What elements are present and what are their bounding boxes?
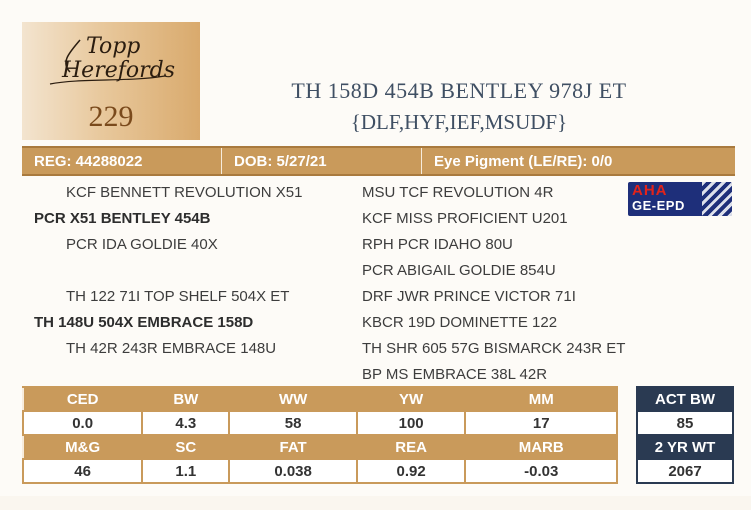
epd-header-mg: M&G [23, 435, 142, 459]
pedigree-dss: DRF JWR PRINCE VICTOR 71I [362, 288, 576, 305]
pedigree-dsd: KBCR 19D DOMINETTE 122 [362, 314, 558, 331]
yr2-wt-label: 2 YR WT [637, 435, 733, 459]
epd-value-rea: 0.92 [357, 459, 466, 483]
epd-value-mg: 46 [23, 459, 142, 483]
epd-value-ww: 58 [229, 411, 357, 435]
animal-name: TH 158D 454B BENTLEY 978J ET [291, 78, 627, 103]
pedigree-dam-dam: TH 42R 243R EMBRACE 148U [66, 340, 277, 357]
eye-pigment: Eye Pigment (LE/RE): 0/0 [434, 152, 613, 170]
pedigree-sds: RPH PCR IDAHO 80U [362, 236, 513, 253]
epd-header-yw: YW [357, 387, 466, 411]
epd-value-row [23, 411, 617, 435]
act-bw-value: 85 [637, 411, 733, 435]
animal-designations: {DLF,HYF,IEF,MSUDF} [350, 110, 568, 134]
epd-header-rea: REA [357, 435, 466, 459]
epd-value-marb: -0.03 [465, 459, 617, 483]
epd-header-bw: BW [142, 387, 229, 411]
epd-value-yw: 100 [357, 411, 466, 435]
pedigree-sss: MSU TCF REVOLUTION 4R [362, 184, 554, 201]
pedigree-sire-sire: KCF BENNETT REVOLUTION X51 [66, 184, 303, 201]
pedigree-sdd: PCR ABIGAIL GOLDIE 854U [362, 262, 556, 279]
registration-bar [22, 146, 735, 176]
badge-line2: GE-EPD [632, 198, 685, 213]
epd-header-mm: MM [465, 387, 617, 411]
pedigree-ssd: KCF MISS PROFICIENT U201 [362, 210, 568, 227]
logo-line2: Herefords [62, 58, 176, 83]
pedigree-dds: TH SHR 605 57G BISMARCK 243R ET [362, 340, 626, 357]
epd-value-row [23, 459, 617, 483]
epd-header-fat: FAT [229, 435, 357, 459]
epd-header-row [23, 387, 617, 411]
pedigree-ddd: BP MS EMBRACE 38L 42R [362, 366, 548, 383]
pedigree-dam-sire: TH 122 71I TOP SHELF 504X ET [66, 288, 290, 305]
act-bw-label: ACT BW [637, 387, 733, 411]
badge-stripes [702, 182, 732, 216]
epd-header-ced: CED [23, 387, 142, 411]
epd-value-fat: 0.038 [229, 459, 357, 483]
logo-panel [22, 22, 200, 140]
epd-value-bw: 4.3 [142, 411, 229, 435]
actuals-table [636, 386, 734, 484]
yr2-wt-value: 2067 [637, 459, 733, 483]
epd-header-marb: MARB [465, 435, 617, 459]
pedigree-sire-dam: PCR IDA GOLDIE 40X [66, 236, 218, 253]
pedigree-sire: PCR X51 BENTLEY 454B [34, 210, 211, 227]
lot-number: 229 [88, 100, 134, 133]
date-of-birth: DOB: 5/27/21 [222, 148, 422, 174]
epd-table [22, 386, 618, 484]
epd-value-mm: 17 [465, 411, 617, 435]
pedigree-dam: TH 148U 504X EMBRACE 158D [34, 314, 254, 331]
epd-value-ced: 0.0 [23, 411, 142, 435]
epd-header-sc: SC [142, 435, 229, 459]
epd-header-ww: WW [229, 387, 357, 411]
bottom-margin [0, 496, 751, 510]
epd-header-row [23, 435, 617, 459]
logo-line1: Topp [86, 34, 141, 59]
aha-ge-epd-badge [628, 182, 732, 216]
badge-line1: AHA [632, 182, 668, 199]
registration-number: REG: 44288022 [22, 148, 222, 174]
epd-value-sc: 1.1 [142, 459, 229, 483]
